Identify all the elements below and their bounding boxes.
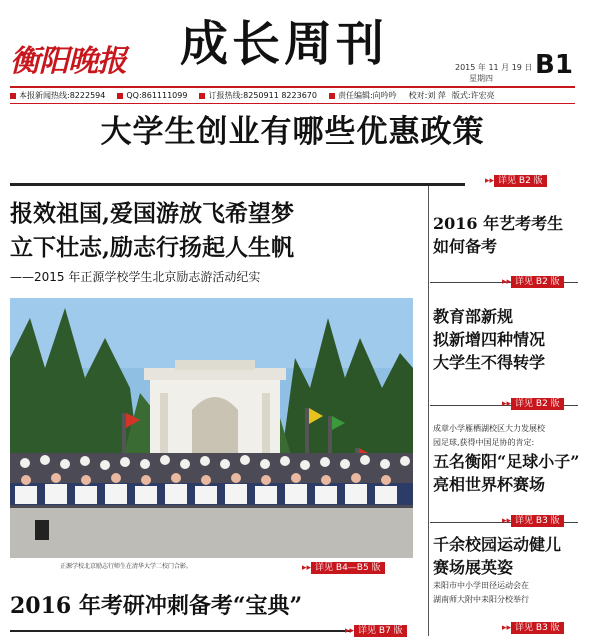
sidebar-item-note: 园足球,获得中国足协的肯定: (433, 438, 535, 447)
sidebar-ref-tag: 详见 B2 版 (511, 398, 564, 410)
sidebar-item-title: 五名衡阳“足球小子” (433, 452, 580, 471)
bottom-story-title[interactable]: 2016 年考研冲刺备考“宝典” (10, 593, 303, 619)
proof-label: 校对:刘 萍 (408, 91, 446, 100)
sidebar-item-title: 赛场展英姿 (433, 558, 514, 577)
lead-story-ref-tag: 详见 B4—B5 版 (311, 562, 385, 574)
news-hotline-label: 本报新闻热线: (19, 91, 70, 100)
headline-rule (10, 183, 465, 186)
arrow-icon: ▸▸ (485, 176, 495, 186)
bullet-icon (199, 93, 205, 99)
layout-credit (452, 90, 495, 101)
sidebar-ref-tag: 详见 B3 版 (511, 515, 564, 527)
issue-date: 2015 年 11 月 19 日 (455, 63, 533, 72)
layout-label: 版式:许宏亮 (451, 91, 495, 100)
lead-story-title-line1[interactable]: 报效祖国,爱国游放飞希望梦 (10, 200, 295, 227)
bullet-icon (329, 93, 335, 99)
sidebar-item-title: 大学生不得转学 (433, 353, 546, 372)
page-number: B1 (535, 50, 573, 80)
group-photo-illustration (10, 298, 413, 558)
subscribe-label: 订报热线: (208, 91, 244, 100)
bottom-story-rule (10, 630, 350, 632)
bullet-icon (117, 93, 123, 99)
editor-credit (329, 90, 397, 101)
sidebar-item-note: 成章小学雁栖湖校区大力发展校 (433, 424, 545, 433)
sidebar-item-art-exam[interactable] (433, 212, 563, 258)
subscribe-hotline (199, 90, 317, 101)
sidebar-ref-tag: 详见 B3 版 (511, 622, 564, 634)
proof-credit (409, 90, 446, 101)
bottom-story-ref-tag: 详见 B7 版 (354, 625, 407, 637)
news-hotline (10, 90, 105, 101)
lead-story-ref[interactable] (302, 562, 385, 574)
sidebar-item-title: 教育部新规 (433, 307, 514, 326)
bullet-icon (10, 93, 16, 99)
info-bar (10, 86, 575, 104)
qq-contact (117, 91, 187, 100)
sidebar-item-note: 耒阳市中小学田径运动会在 (433, 581, 529, 590)
arrow-icon: ▸▸ (502, 399, 512, 409)
sidebar-item-title: 2016 年艺考考生 (433, 214, 564, 233)
sidebar-item-title: 如何备考 (433, 237, 498, 256)
editor-label: 责任编辑:向吟吟 (337, 91, 397, 100)
sidebar-item-sports-meet[interactable] (433, 533, 561, 607)
photo-caption: 正源学校北京励志行师生在清华大学二校门合影。 (60, 563, 193, 570)
sidebar-item-note: 湖南师大附中耒阳分校举行 (433, 595, 529, 604)
section-title: 成长周刊 (180, 16, 389, 72)
sidebar-item-football-kids[interactable] (433, 422, 579, 496)
sidebar-item-title: 拟新增四种情况 (433, 330, 546, 349)
bottom-story-ref[interactable] (345, 625, 407, 637)
sidebar-item1-ref[interactable] (502, 276, 564, 288)
subscribe-value: 8250911 8223670 (243, 91, 317, 100)
sidebar-item-title: 亮相世界杯赛场 (433, 475, 546, 494)
lead-story-subtitle: ——2015 年正源学校学生北京励志游活动纪实 (10, 270, 261, 284)
newspaper-logo: 衡阳晚报 (10, 44, 126, 79)
headline-ref-tag: 详见 B2 版 (494, 175, 547, 187)
sidebar-item4-ref[interactable] (502, 622, 564, 634)
arrow-icon: ▸▸ (345, 626, 355, 636)
sidebar-item-transfer-rules[interactable] (433, 305, 545, 374)
qq-label: QQ: (126, 91, 142, 100)
news-hotline-value: 8222594 (69, 91, 106, 100)
sidebar-ref-tag: 详见 B2 版 (511, 276, 564, 288)
lead-story-title-line2[interactable]: 立下壮志,励志行扬起人生帆 (10, 234, 295, 261)
group-photo (10, 298, 413, 558)
sidebar-item3-ref[interactable] (502, 515, 564, 527)
arrow-icon: ▸▸ (502, 277, 512, 287)
sidebar-item-title: 千余校园运动健儿 (433, 535, 562, 554)
issue-weekday: 星期四 (469, 74, 493, 83)
arrow-icon: ▸▸ (302, 563, 312, 573)
sidebar-item2-ref[interactable] (502, 398, 564, 410)
arrow-icon: ▸▸ (502, 516, 512, 526)
arrow-icon: ▸▸ (502, 623, 512, 633)
qq-value: 861111099 (141, 91, 188, 100)
main-headline: 大学生创业有哪些优惠政策 (100, 114, 485, 150)
